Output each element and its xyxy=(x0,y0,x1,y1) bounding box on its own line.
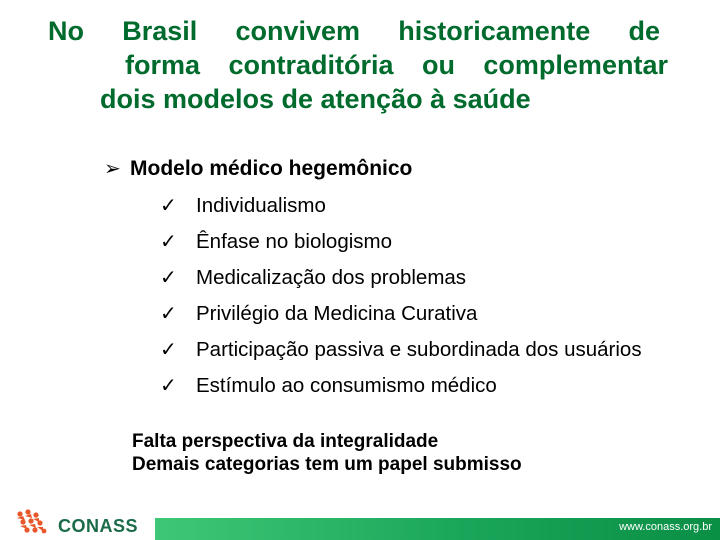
list-item xyxy=(160,188,642,224)
title-word: de xyxy=(628,16,660,46)
list-item-label: Ênfase no biologismo xyxy=(196,230,393,253)
checkmark-icon: ✓ xyxy=(160,339,177,361)
list-item xyxy=(160,368,642,404)
people-cluster-icon xyxy=(14,508,56,536)
list-item xyxy=(160,224,642,260)
title-word: forma xyxy=(125,50,201,80)
checklist xyxy=(160,188,642,404)
title-line-2 xyxy=(125,48,668,82)
checkmark-icon: ✓ xyxy=(160,195,177,217)
list-item xyxy=(160,332,642,368)
footer-bar xyxy=(155,518,720,540)
conass-logo xyxy=(14,504,144,540)
title-line-3: dois modelos de atenção à saúde xyxy=(100,84,531,114)
list-item-label: Privilégio da Medicina Curativa xyxy=(196,302,478,325)
footer-url[interactable]: www.conass.org.br xyxy=(619,521,712,533)
title-word: convivem xyxy=(235,16,361,46)
list-item xyxy=(160,296,642,332)
checkmark-icon: ✓ xyxy=(160,303,177,325)
list-item-label: Medicalização dos problemas xyxy=(196,266,467,289)
section-heading-row xyxy=(104,154,412,184)
title-word: No xyxy=(48,16,84,46)
title-word: historicamente xyxy=(398,16,591,46)
title-word: Brasil xyxy=(122,16,198,46)
notes-block xyxy=(132,430,522,476)
section-heading: Modelo médico hegemônico xyxy=(130,157,413,180)
slide-title xyxy=(48,14,670,116)
title-word: contraditória xyxy=(228,50,394,80)
checkmark-icon: ✓ xyxy=(160,231,177,253)
list-item-label: Participação passiva e subordinada dos usuários xyxy=(196,338,642,361)
note-line: Demais categorias tem um papel submisso xyxy=(132,454,522,475)
list-item xyxy=(160,260,642,296)
title-word: ou xyxy=(421,50,455,80)
note-line: Falta perspectiva da integralidade xyxy=(132,431,439,452)
title-word: complementar xyxy=(483,50,668,80)
list-item-label: Individualismo xyxy=(196,194,326,217)
checkmark-icon: ✓ xyxy=(160,375,177,397)
title-line-1 xyxy=(48,14,660,48)
arrow-bullet-icon: ➢ xyxy=(104,158,121,180)
list-item-label: Estímulo ao consumismo médico xyxy=(196,374,497,397)
logo-text: CONASS xyxy=(58,516,139,536)
checkmark-icon: ✓ xyxy=(160,267,177,289)
